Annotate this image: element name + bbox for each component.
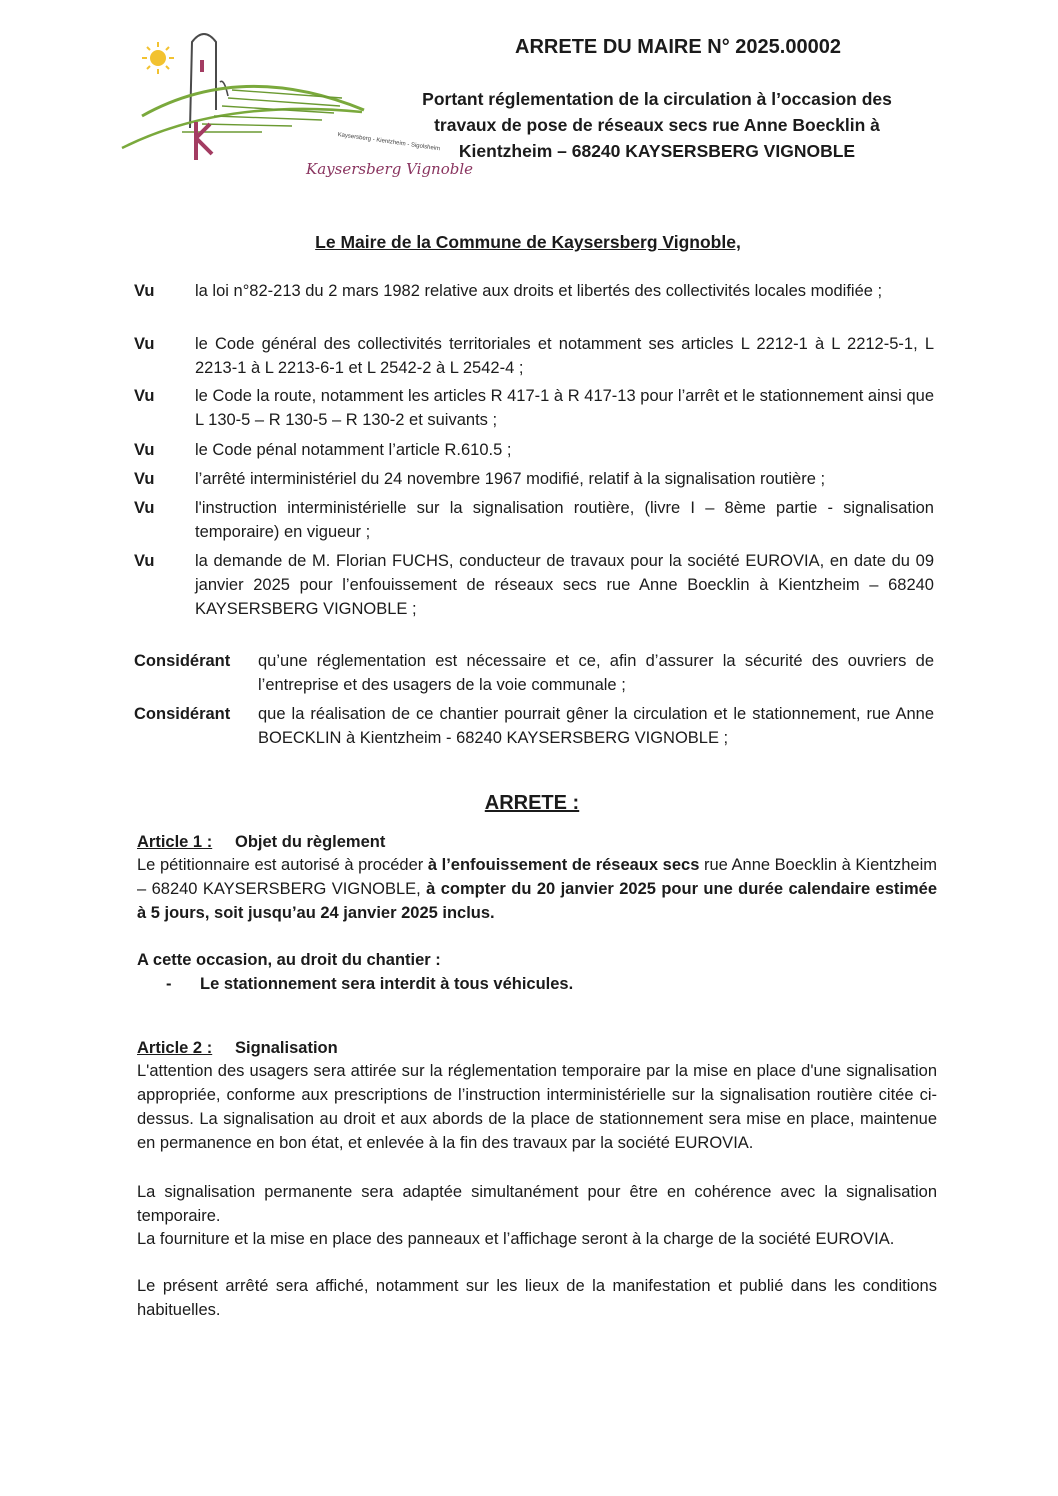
- vu-text: l’arrêté interministériel du 24 novembre 1967 modifié, relatif à la signalisation routière ;: [195, 470, 826, 488]
- vu-label: Vu: [134, 552, 155, 570]
- logo-villages: Kaysersberg - Kientzheim - Sigolsheim: [337, 132, 441, 153]
- vu-label: Vu: [134, 441, 155, 459]
- list-item-text: Le stationnement sera interdit à tous véhicules.: [200, 975, 574, 993]
- article-number: Article 2 :: [137, 1039, 213, 1057]
- vu-label: Vu: [134, 499, 155, 517]
- sun-icon: [142, 42, 174, 74]
- considerant-text: qu’une réglementation est nécessaire et ce, afin d’assurer la sécurité des ouvriers de l’entreprise et des usagers de la voie communale ;: [258, 652, 934, 694]
- article-2-paragraph: La fourniture et la mise en place des panneaux et l’affichage seront à la charge de la société EUROVIA.: [137, 1230, 895, 1248]
- article-title: Objet du règlement: [235, 833, 386, 851]
- vu-text: la loi n°82-213 du 2 mars 1982 relative aux droits et libertés des collectivités locales modifiée ;: [195, 282, 883, 300]
- article-number: Article 1 :: [137, 833, 213, 851]
- logo-name: Kaysersberg Vignoble: [306, 160, 474, 178]
- subtitle-line: travaux de pose de réseaux secs rue Anne Boecklin à: [434, 115, 880, 135]
- mayor-heading: Le Maire de la Commune de Kaysersberg Vignoble,: [315, 232, 741, 252]
- subtitle-line: Kientzheim – 68240 KAYSERSBERG VIGNOBLE: [458, 141, 856, 161]
- vu-text: le Code pénal notamment l’article R.610.5 ;: [195, 441, 512, 459]
- article-2-heading: [137, 1036, 338, 1060]
- decree-subtitle: [394, 86, 920, 164]
- text-run: rue Anne Boecklin à Kientzheim – 68240 KAYSERSBERG VIGNOBLE,: [137, 856, 938, 898]
- bullet-dash: -: [166, 975, 172, 993]
- arrete-heading: ARRETE :: [484, 792, 580, 814]
- municipality-logo: [112, 20, 474, 178]
- text-run-bold: à compter du 20 janvier 2025 pour une durée calendaire estimée à 5 jours, soit jusqu’au 24 janvier 2025 inclus.: [137, 880, 938, 922]
- vu-label: Vu: [134, 470, 155, 488]
- article-2-paragraph: L'attention des usagers sera attirée sur la réglementation temporaire par la mise en place d'une signalisation appropriée, conforme aux prescriptions de l’instruction interministérielle sur la signalisation routière citée ci-dessus. La signalisation au droit et aux abords de la place de stationnement sera mise en place, maintenue en permanence en bon état, et enlevée à la fin des travaux par la société EUROVIA.: [137, 1062, 937, 1152]
- considerant-label: Considérant: [134, 652, 231, 670]
- subtitle-line: Portant réglementation de la circulation à l’occasion des: [422, 89, 892, 109]
- vu-label: Vu: [134, 282, 155, 300]
- article-1-heading: [137, 830, 385, 854]
- vu-text: le Code général des collectivités territoriales et notamment ses articles L 2212-1 à L 2212-5-1, L 2213-1 à L 2213-6-1 et L 2542-2 à L 2542-4 ;: [195, 335, 934, 377]
- vu-label: Vu: [134, 387, 155, 405]
- considerant-text: que la réalisation de ce chantier pourrait gêner la circulation et le stationnement, rue Anne BOECKLIN à Kientzheim - 68240 KAYSERSBERG VIGNOBLE ;: [258, 705, 934, 747]
- text-run: Le pétitionnaire est autorisé à procéder: [137, 856, 428, 874]
- vu-label: Vu: [134, 335, 155, 353]
- decree-title: ARRETE DU MAIRE N° 2025.00002: [515, 36, 841, 58]
- article-2-paragraph: La signalisation permanente sera adaptée simultanément pour être en cohérence avec la signalisation temporaire.: [137, 1183, 937, 1225]
- vineyard-tower-icon: [112, 20, 370, 170]
- vu-text: le Code la route, notamment les articles R 417-1 à R 417-13 pour l’arrêt et le stationnement ainsi que L 130-5 – R 130-5 – R 130-2 et suivants ;: [195, 387, 934, 429]
- article-1-paragraph: [137, 853, 937, 925]
- list-item: [166, 972, 573, 996]
- text-run-bold: à l’enfouissement de réseaux secs: [427, 856, 700, 874]
- occasion-heading: A cette occasion, au droit du chantier :: [137, 951, 441, 969]
- considerant-label: Considérant: [134, 705, 231, 723]
- vu-text: l'instruction interministérielle sur la signalisation routière, (livre I – 8ème partie - signalisation temporaire) en vigueur ;: [195, 499, 934, 541]
- article-title: Signalisation: [235, 1039, 338, 1057]
- article-2-paragraph: Le présent arrêté sera affiché, notamment sur les lieux de la manifestation et publié dans les conditions habituelles.: [137, 1277, 937, 1319]
- vu-text: la demande de M. Florian FUCHS, conducteur de travaux pour la société EUROVIA, en date du 09 janvier 2025 pour l’enfouissement de réseaux secs rue Anne Boecklin à Kientzheim – 68240 KAYSERSBERG VIGNOBLE ;: [195, 552, 934, 618]
